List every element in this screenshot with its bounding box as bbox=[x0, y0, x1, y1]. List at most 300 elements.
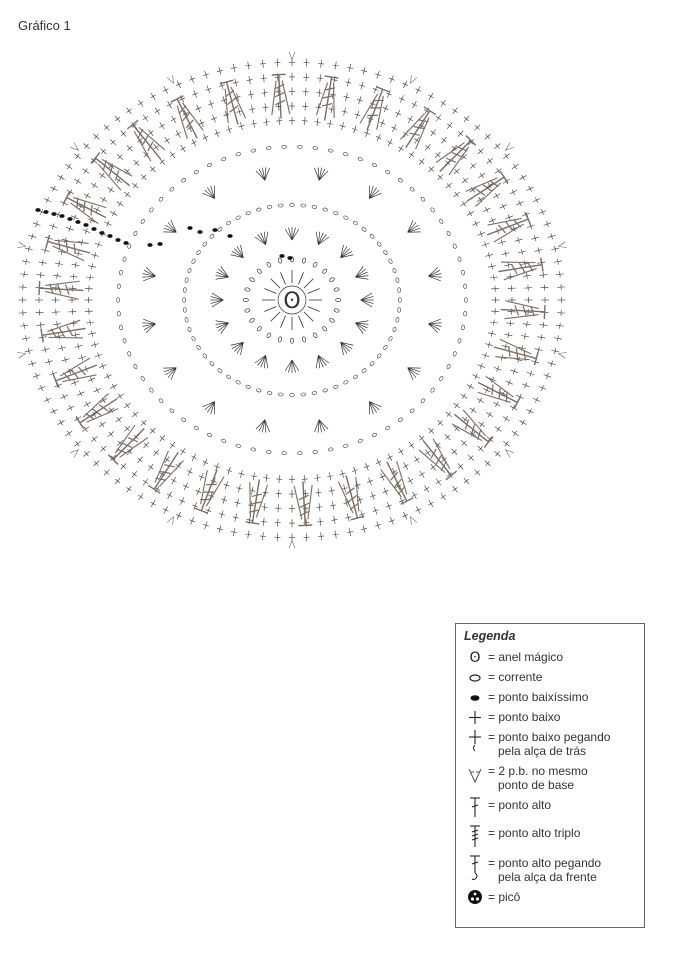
single-crochet-stitch bbox=[131, 158, 141, 168]
single-crochet-stitch bbox=[484, 341, 493, 349]
single-crochet-stitch bbox=[136, 492, 145, 502]
single-crochet-stitch bbox=[316, 89, 323, 98]
chain-arch-stitch bbox=[395, 278, 399, 283]
magic-ring-icon bbox=[464, 648, 486, 666]
increase-mark bbox=[504, 448, 514, 458]
single-crochet-stitch bbox=[484, 251, 493, 259]
single-crochet-stitch bbox=[262, 103, 269, 112]
chain-arch-stitch bbox=[377, 353, 382, 359]
single-crochet-stitch bbox=[263, 118, 270, 127]
single-crochet-stitch bbox=[384, 501, 393, 511]
single-crochet-stitch bbox=[328, 486, 335, 495]
chain-arch-stitch bbox=[235, 380, 241, 385]
single-crochet-stitch bbox=[157, 433, 167, 443]
single-crochet-stitch bbox=[81, 227, 91, 235]
chain-arch-stitch bbox=[256, 207, 261, 211]
chain-arch-stitch bbox=[439, 219, 444, 225]
increase-mark bbox=[70, 143, 80, 153]
single-crochet-stitch bbox=[452, 190, 462, 200]
single-crochet-stitch bbox=[85, 308, 93, 314]
chain-stitch bbox=[243, 298, 248, 301]
single-crochet-stitch bbox=[88, 330, 97, 337]
single-crochet-stitch bbox=[483, 132, 493, 142]
chart-title: Gráfico 1 bbox=[18, 18, 71, 33]
single-crochet-stitch bbox=[485, 156, 495, 166]
single-crochet-stitch bbox=[130, 181, 140, 191]
legend-item-chain bbox=[464, 668, 636, 686]
fan-cluster bbox=[364, 184, 383, 202]
chain-stitch bbox=[266, 262, 271, 268]
single-crochet-stitch bbox=[43, 395, 53, 404]
chain-stitch bbox=[334, 287, 340, 291]
single-crochet-stitch bbox=[396, 447, 405, 457]
legend-label: = anel mágico bbox=[488, 650, 564, 664]
chain-arch-stitch bbox=[392, 268, 396, 273]
single-crochet-stitch bbox=[44, 358, 53, 366]
single-crochet-stitch bbox=[450, 106, 460, 116]
single-crochet-stitch bbox=[444, 410, 454, 420]
fan-cluster bbox=[364, 398, 383, 416]
chain-arch-stitch bbox=[140, 219, 145, 225]
chain-arch-stitch bbox=[409, 186, 415, 191]
single-crochet-stitch bbox=[468, 405, 478, 414]
triple-crochet-group bbox=[193, 466, 226, 514]
chain-arch-stitch bbox=[361, 368, 367, 373]
chain-arch-stitch bbox=[452, 351, 456, 357]
chain-arch-stitch bbox=[245, 384, 251, 389]
single-crochet-stitch bbox=[129, 469, 139, 479]
single-crochet-stitch bbox=[94, 351, 103, 359]
chain-arch-stitch bbox=[383, 250, 388, 256]
single-crochet-stitch bbox=[492, 141, 502, 151]
chain-arch-stitch bbox=[395, 317, 399, 322]
single-crochet-stitch bbox=[289, 73, 295, 81]
single-crochet-stitch bbox=[85, 297, 93, 303]
single-crochet-stitch bbox=[558, 297, 566, 303]
single-crochet-stitch bbox=[185, 467, 194, 477]
single-crochet-stitch bbox=[518, 173, 528, 182]
single-crochet-stitch bbox=[91, 132, 101, 142]
single-crochet-stitch bbox=[557, 284, 565, 290]
chain-arch-stitch bbox=[221, 157, 227, 162]
single-crochet-stitch bbox=[113, 114, 123, 124]
legend-label-line2: pela alça de trás bbox=[498, 744, 587, 758]
single-crochet-stitch bbox=[36, 322, 45, 329]
single-crochet-stitch bbox=[99, 195, 109, 204]
single-crochet-stitch bbox=[65, 225, 75, 233]
slip-stitch-dot bbox=[75, 220, 80, 224]
single-crochet-stitch bbox=[28, 232, 37, 240]
chain-arch-stitch bbox=[236, 444, 241, 448]
increase-mark bbox=[167, 515, 176, 525]
single-crochet-stitch bbox=[98, 230, 108, 239]
single-crochet-stitch bbox=[525, 407, 535, 416]
legend-box bbox=[455, 623, 645, 928]
chain-arch-stitch bbox=[409, 408, 415, 413]
slip-stitch-dot bbox=[115, 238, 120, 242]
single-crochet-stitch bbox=[276, 475, 282, 483]
round-1-stitch bbox=[281, 316, 286, 328]
shell-cluster bbox=[312, 353, 330, 370]
single-crochet-stitch bbox=[450, 484, 460, 494]
single-crochet-stitch bbox=[344, 513, 352, 522]
single-crochet-stitch bbox=[360, 524, 368, 533]
shell-cluster bbox=[214, 317, 231, 335]
chain-arch-stitch bbox=[119, 325, 123, 330]
single-crochet-stitch bbox=[148, 91, 157, 101]
single-crochet-stitch bbox=[174, 511, 183, 521]
single-crochet-stitch bbox=[57, 344, 66, 352]
fan-cluster bbox=[141, 317, 156, 333]
increase-mark bbox=[70, 448, 80, 458]
single-crochet-stitch bbox=[289, 475, 295, 483]
chain-arch-stitch bbox=[191, 336, 196, 342]
single-crochet-stitch bbox=[139, 172, 149, 182]
single-crochet-stitch bbox=[332, 61, 339, 70]
single-crochet-stitch bbox=[414, 85, 423, 95]
single-crochet-stitch bbox=[339, 122, 347, 131]
round-1-stitch bbox=[304, 312, 313, 321]
single-crochet-stitch bbox=[103, 372, 113, 381]
single-crochet-stitch bbox=[541, 297, 549, 303]
single-crochet-stitch bbox=[247, 501, 254, 510]
single-crochet-stitch bbox=[52, 297, 60, 303]
single-crochet-stitch bbox=[91, 458, 101, 468]
single-crochet-stitch bbox=[456, 461, 466, 471]
chain-arch-stitch bbox=[122, 338, 126, 343]
chain-arch-stitch bbox=[301, 204, 306, 207]
increase-mark bbox=[167, 75, 176, 85]
single-crochet-stitch bbox=[326, 472, 333, 481]
single-crochet-stitch bbox=[374, 520, 382, 529]
single-crochet-stitch bbox=[471, 372, 481, 381]
single-crochet-stitch bbox=[89, 156, 99, 166]
single-crochet-stitch bbox=[76, 389, 86, 398]
triple-crochet-icon bbox=[464, 824, 486, 848]
single-crochet-stitch bbox=[492, 449, 502, 459]
single-crochet-stitch bbox=[339, 469, 347, 478]
single-crochet-stitch bbox=[188, 74, 197, 84]
chain-arch-stitch bbox=[207, 163, 213, 168]
single-crochet-stitch bbox=[462, 114, 472, 124]
single-crochet-stitch bbox=[249, 105, 256, 114]
single-crochet-stitch bbox=[426, 426, 436, 436]
single-crochet-stitch bbox=[369, 491, 377, 501]
single-crochet-stitch bbox=[303, 533, 309, 541]
single-crochet-stitch bbox=[315, 488, 322, 497]
triple-crochet-group bbox=[398, 106, 437, 153]
single-crochet-stitch bbox=[407, 150, 417, 160]
shell-cluster bbox=[285, 360, 299, 373]
single-crochet-stitch bbox=[302, 102, 308, 110]
single-crochet-stitch bbox=[523, 321, 532, 328]
chain-arch-stitch bbox=[369, 361, 374, 367]
triple-crochet-group bbox=[244, 478, 269, 524]
chain-arch-stitch bbox=[343, 444, 348, 448]
single-crochet-stitch bbox=[412, 455, 421, 465]
single-crochet-stitch bbox=[366, 477, 374, 487]
single-crochet-stitch bbox=[417, 157, 427, 167]
single-crochet-stitch bbox=[371, 506, 379, 516]
single-crochet-stitch bbox=[488, 375, 498, 384]
single-crochet-stitch bbox=[210, 114, 218, 124]
single-crochet-stitch bbox=[502, 439, 512, 449]
single-crochet-stitch bbox=[125, 143, 135, 153]
chain-arch-stitch bbox=[353, 374, 359, 379]
triple-crochet-group bbox=[39, 279, 84, 299]
fan-cluster bbox=[202, 398, 221, 416]
single-crochet-stitch bbox=[374, 458, 383, 468]
single-crochet-stitch bbox=[102, 468, 112, 478]
single-crochet-stitch bbox=[168, 440, 178, 450]
single-crochet-stitch bbox=[194, 487, 203, 497]
chain-arch-stitch bbox=[127, 351, 131, 357]
chain-arch-stitch bbox=[209, 361, 214, 367]
shell-cluster bbox=[214, 266, 231, 284]
chain-stitch bbox=[278, 336, 282, 342]
single-crochet-stitch bbox=[275, 504, 281, 512]
single-crochet-stitch bbox=[381, 104, 390, 114]
single-crochet-stitch bbox=[289, 117, 295, 125]
fan-cluster bbox=[202, 184, 221, 202]
single-crochet-stitch bbox=[73, 439, 83, 449]
legend-item-slip-stitch bbox=[464, 688, 636, 706]
single-crochet-stitch bbox=[371, 85, 379, 95]
single-crochet-stitch bbox=[22, 335, 31, 342]
single-crochet-stitch bbox=[35, 297, 43, 303]
single-crochet-stitch bbox=[97, 420, 107, 430]
single-crochet-stitch bbox=[477, 171, 487, 181]
single-crochet-stitch bbox=[363, 462, 372, 472]
single-crochet-stitch bbox=[237, 122, 245, 131]
single-crochet-stitch bbox=[532, 395, 542, 404]
single-crochet-stitch bbox=[89, 181, 99, 190]
single-crochet-stitch bbox=[406, 476, 415, 486]
single-crochet-stitch bbox=[343, 93, 351, 102]
chain-arch-stitch bbox=[245, 211, 251, 216]
triple-crochet-group bbox=[90, 151, 136, 193]
single-crochet-stitch bbox=[236, 484, 244, 493]
chain-arch-stitch bbox=[235, 215, 241, 220]
single-crochet-stitch bbox=[55, 260, 64, 267]
single-crochet-stitch bbox=[525, 297, 533, 303]
single-crochet-stitch bbox=[481, 351, 490, 359]
chain-arch-stitch bbox=[290, 394, 295, 397]
single-crochet-stitch bbox=[201, 458, 210, 468]
single-crochet-stitch bbox=[396, 144, 405, 154]
single-crochet-stitch bbox=[317, 74, 324, 83]
fan-cluster bbox=[141, 267, 156, 283]
legend-item-increase bbox=[464, 762, 636, 792]
round-1-stitch bbox=[271, 279, 280, 288]
chain-arch-stitch bbox=[282, 145, 287, 148]
single-crochet-stitch bbox=[250, 119, 257, 128]
shell-cluster bbox=[353, 317, 370, 335]
single-crochet-stitch bbox=[417, 469, 426, 479]
single-crochet-stitch bbox=[435, 418, 445, 428]
single-crochet-stitch bbox=[316, 503, 323, 512]
single-crochet-stitch bbox=[114, 415, 124, 425]
single-crochet-stitch bbox=[318, 532, 325, 541]
single-crochet-stitch bbox=[85, 285, 93, 291]
single-crochet-stitch bbox=[520, 333, 529, 340]
triple-crochet-group bbox=[492, 338, 539, 367]
single-crochet-stitch bbox=[64, 429, 74, 438]
legend-list bbox=[464, 648, 636, 906]
single-crochet-stitch bbox=[32, 372, 41, 380]
single-crochet-stitch bbox=[19, 284, 27, 290]
single-crochet-stitch bbox=[417, 433, 427, 443]
chain-stitch bbox=[312, 262, 317, 268]
legend-item-back-loop bbox=[464, 728, 636, 758]
single-crochet-stitch bbox=[220, 495, 228, 504]
triple-crochet-group bbox=[417, 436, 459, 482]
legend-label-line2: ponto de base bbox=[498, 778, 575, 792]
single-crochet-stitch bbox=[540, 284, 548, 290]
single-crochet-stitch bbox=[547, 360, 556, 368]
single-crochet-stitch bbox=[423, 142, 433, 152]
triple-crochet-group bbox=[107, 422, 151, 466]
single-crochet-stitch bbox=[381, 487, 390, 497]
single-crochet-stitch bbox=[197, 118, 206, 128]
single-crochet-stitch bbox=[422, 484, 431, 494]
single-crochet-stitch bbox=[553, 258, 562, 265]
fan-cluster bbox=[404, 362, 422, 381]
single-crochet-stitch bbox=[174, 79, 183, 89]
single-crochet-stitch bbox=[22, 258, 31, 265]
chain-stitch bbox=[244, 308, 250, 312]
slip-stitch-dot bbox=[187, 226, 192, 230]
single-crochet-stitch bbox=[86, 319, 95, 326]
shell-cluster bbox=[229, 244, 248, 263]
chain-stitch bbox=[322, 268, 328, 274]
slip-stitch-dot bbox=[147, 243, 152, 247]
single-crochet-stitch bbox=[303, 88, 309, 96]
single-crochet-stitch bbox=[476, 362, 486, 371]
chain-arch-stitch bbox=[313, 146, 318, 150]
triple-crochet-group bbox=[497, 256, 543, 281]
single-crochet-stitch bbox=[537, 334, 546, 341]
single-crochet-stitch bbox=[189, 138, 198, 148]
single-crochet-stitch bbox=[81, 166, 91, 176]
single-crochet-stitch bbox=[188, 516, 197, 526]
single-crochet-stitch bbox=[502, 151, 512, 161]
single-crochet-stitch bbox=[504, 331, 513, 338]
single-crochet-stitch bbox=[452, 167, 462, 177]
single-crochet-stitch bbox=[346, 63, 354, 72]
chain-stitch bbox=[249, 318, 255, 323]
single-crochet-stitch bbox=[521, 210, 531, 219]
single-crochet-stitch bbox=[169, 476, 178, 486]
single-crochet-stitch bbox=[49, 407, 59, 416]
chain-arch-stitch bbox=[343, 380, 349, 385]
chain-stitch bbox=[329, 277, 335, 282]
single-crochet-stitch bbox=[317, 517, 324, 526]
legend-label: = picô bbox=[488, 890, 521, 904]
single-crochet-stitch bbox=[201, 133, 210, 143]
chain-arch-stitch bbox=[457, 256, 461, 261]
legend-label-line2: pela alça da frente bbox=[498, 870, 597, 884]
legend-label: = ponto baixíssimo bbox=[488, 690, 589, 704]
double-crochet-icon bbox=[464, 796, 486, 818]
single-crochet-stitch bbox=[41, 346, 50, 354]
single-crochet-stitch bbox=[346, 528, 354, 537]
single-crochet-stitch bbox=[109, 209, 119, 218]
chain-arch-stitch bbox=[191, 258, 196, 264]
single-crochet-stitch bbox=[491, 308, 499, 314]
chain-arch-stitch bbox=[397, 288, 400, 293]
single-crochet-stitch bbox=[106, 429, 116, 439]
single-crochet-stitch bbox=[506, 320, 515, 327]
single-crochet-stitch bbox=[326, 119, 333, 128]
single-crochet-stitch bbox=[102, 123, 112, 133]
single-crochet-stitch bbox=[351, 466, 359, 475]
chain-arch-stitch bbox=[420, 398, 425, 404]
single-crochet-stitch bbox=[53, 381, 63, 390]
chain-arch-stitch bbox=[251, 149, 256, 153]
single-crochet-stitch bbox=[263, 474, 270, 483]
picot-icon bbox=[464, 888, 486, 906]
single-crochet-stitch bbox=[74, 343, 83, 351]
chain-arch-stitch bbox=[372, 433, 378, 438]
chain-arch-stitch bbox=[301, 393, 306, 396]
single-crochet-stitch bbox=[261, 503, 268, 512]
single-crochet-stitch bbox=[90, 341, 99, 349]
single-crochet-stitch bbox=[289, 505, 295, 513]
single-crochet-stitch bbox=[314, 118, 321, 127]
single-crochet-stitch bbox=[476, 146, 486, 156]
chain-stitch bbox=[322, 326, 328, 332]
single-crochet-stitch bbox=[476, 444, 486, 454]
single-crochet-stitch bbox=[289, 519, 295, 527]
shell-cluster bbox=[336, 244, 355, 263]
single-crochet-stitch bbox=[539, 322, 548, 329]
single-crochet-stitch bbox=[151, 142, 161, 152]
shell-cluster bbox=[254, 230, 272, 247]
single-crochet-stitch bbox=[482, 205, 492, 214]
single-crochet-stitch bbox=[438, 492, 447, 502]
single-crochet-stitch bbox=[543, 220, 552, 228]
single-crochet-stitch bbox=[475, 396, 485, 405]
chain-arch-stitch bbox=[133, 231, 138, 237]
single-crochet-stitch bbox=[510, 429, 520, 438]
single-crochet-stitch bbox=[64, 162, 74, 171]
chain-arch-stitch bbox=[193, 425, 199, 430]
single-crochet-stitch bbox=[61, 356, 70, 364]
single-crochet-stitch bbox=[181, 481, 190, 491]
chain-arch-stitch bbox=[446, 364, 451, 370]
single-crochet-stitch bbox=[178, 144, 187, 154]
single-crochet-stitch bbox=[509, 367, 519, 375]
single-crochet-stitch bbox=[35, 309, 43, 315]
chain-arch-stitch bbox=[278, 204, 283, 207]
single-crochet-stitch bbox=[314, 474, 321, 483]
fan-cluster bbox=[427, 317, 442, 333]
chain-arch-stitch bbox=[158, 398, 163, 404]
chain-stitch bbox=[329, 318, 335, 323]
single-crochet-stitch bbox=[19, 297, 27, 303]
shell-cluster bbox=[312, 230, 330, 247]
triple-crochet-group bbox=[270, 74, 290, 119]
chain-arch-stitch bbox=[183, 288, 186, 293]
fan-cluster bbox=[312, 418, 328, 433]
single-crochet-stitch bbox=[526, 370, 536, 378]
chain-arch-stitch bbox=[392, 327, 396, 332]
chain-arch-stitch bbox=[420, 196, 425, 202]
single-crochet-stitch bbox=[89, 434, 99, 444]
fan-cluster bbox=[312, 166, 328, 181]
single-crochet-stitch bbox=[385, 452, 394, 462]
